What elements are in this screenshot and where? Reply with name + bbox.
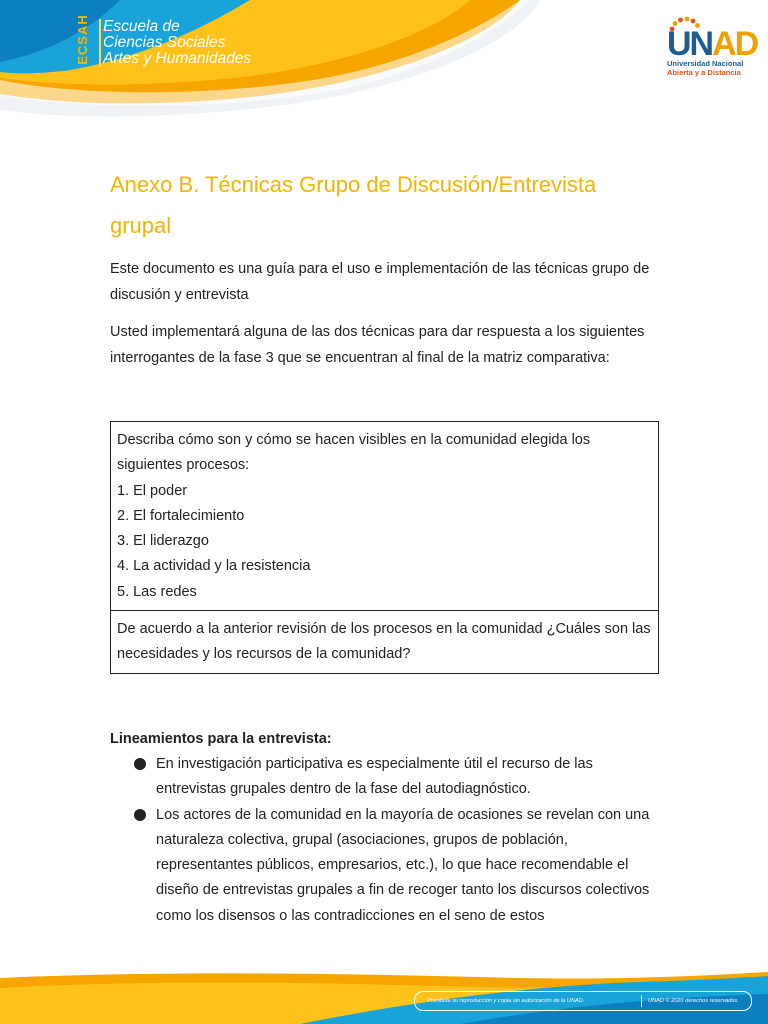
questions-table	[110, 421, 659, 674]
footer-reproduction-notice: Prohibida su reproducción y copia sin autorización de la UNAD.	[427, 998, 585, 1004]
list-item-text: En investigación participativa es especialmente útil el recurso de las entrevistas grupales dentro de la fase del autodiagnóstico.	[156, 756, 593, 798]
process-item: 5. Las redes	[117, 583, 197, 600]
process-item: 1. El poder	[117, 482, 188, 499]
bullet-icon	[134, 809, 146, 821]
intro-paragraph: Este documento es una guía para el uso e implementación de las técnicas grupo de discusión y entrevista	[110, 261, 650, 303]
school-line: Artes y Humanidades	[103, 50, 252, 67]
school-line: Ciencias Sociales	[103, 34, 226, 51]
question-cell-needs: De acuerdo a la anterior revisión de los procesos en la comunidad ¿Cuáles son las necesidades y los recursos de la comunidad?	[111, 610, 658, 673]
page-header	[0, 0, 768, 140]
bullet-icon	[134, 758, 146, 770]
list-item	[110, 803, 655, 929]
list-item-text: Los actores de la comunidad en la mayoría de ocasiones se revelan con una naturaleza colectiva, grupal (asociaciones, grupos de población, representantes públicos, empresarios, etc.), lo que hace recomendable el diseño de entrevistas grupales a fin de recoger tanto los discursos colectivos como los disensos o las contradicciones en el seno de estos	[156, 806, 650, 924]
instructions-paragraph: Usted implementará alguna de las dos técnicas para dar respuesta a los siguientes interrogantes de la fase 3 que se encuentran al final de la matriz comparativa:	[110, 324, 645, 366]
ecsah-vertical-label: ECSAH	[74, 13, 90, 65]
school-line: Escuela de	[103, 18, 180, 35]
footer-notice-box	[414, 991, 752, 1011]
guidelines-list	[110, 752, 655, 929]
question-cell-processes	[111, 422, 658, 610]
guidelines-heading: Lineamientos para la entrevista:	[110, 731, 332, 747]
unad-logo	[664, 16, 758, 80]
process-item: 2. El fortalecimiento	[117, 507, 245, 524]
footer-copyright: UNAD © 2020 derechos reservados.	[648, 998, 739, 1004]
process-item: 3. El liderazgo	[117, 533, 209, 550]
process-item: 4. La actividad y la resistencia	[117, 558, 311, 575]
question-intro: Describa cómo son y cómo se hacen visibles en la comunidad elegida los siguientes procesos:	[117, 432, 591, 474]
logo-university-subtitle: Abierta y a Distancia	[667, 68, 741, 77]
list-item	[110, 752, 655, 803]
school-name	[99, 19, 251, 67]
document-title: Anexo B. Técnicas Grupo de Discusión/Entrevista grupal	[110, 172, 597, 238]
logo-university-name: Universidad Nacional	[667, 59, 744, 68]
logo-wordmark: UNAD	[667, 25, 758, 63]
footer-divider	[641, 995, 642, 1007]
